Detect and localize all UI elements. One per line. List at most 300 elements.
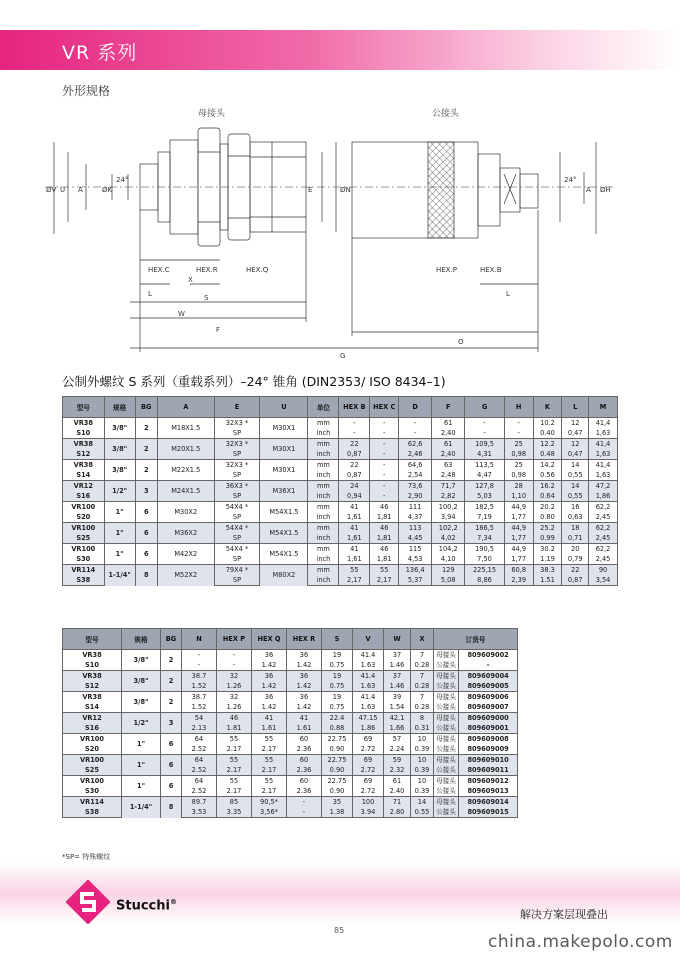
hexb-cell: 2,17	[339, 575, 370, 586]
k-cell: 10.2	[533, 418, 562, 429]
size-cell: 3/8"	[104, 418, 135, 439]
s-cell: 19	[322, 692, 353, 703]
unit-cell: mm	[308, 502, 339, 513]
k-cell: 0.64	[533, 491, 562, 502]
size-cell: 1-1/4"	[122, 797, 161, 818]
h-cell: 44,9	[504, 502, 533, 513]
hexc-cell: -	[370, 470, 399, 481]
n-cell: 64	[182, 776, 217, 787]
kind-cell: 母接头	[434, 755, 459, 766]
male-thread-end	[520, 174, 538, 208]
order-number-cell: 809609000	[459, 713, 518, 724]
col-u: U	[260, 397, 308, 418]
unit-cell: inch	[308, 512, 339, 523]
a-cell: M24X1.5	[157, 481, 214, 502]
w-cell: 2.80	[384, 807, 411, 818]
p-cell: -	[217, 660, 252, 671]
female-coupler-label: 母接头	[198, 109, 226, 119]
p-cell: 1.81	[217, 723, 252, 734]
order-number-cell: 809609001	[459, 723, 518, 734]
x-cell: 7	[411, 692, 434, 703]
h-cell: 1,10	[504, 491, 533, 502]
unit-cell: mm	[308, 544, 339, 555]
k-cell: 30.2	[533, 544, 562, 555]
d-cell: 5,37	[399, 575, 432, 586]
col-f: F	[432, 397, 465, 418]
e-cell: 32X3 *	[214, 439, 260, 450]
hexc-cell: -	[370, 418, 399, 429]
hexc-cell: 2,17	[370, 575, 399, 586]
h-cell: 0,98	[504, 470, 533, 481]
g-cell: 109,5	[465, 439, 504, 450]
kind-cell: 公接头	[434, 702, 459, 713]
h-cell: 0,98	[504, 449, 533, 460]
w-cell: 2.40	[384, 786, 411, 797]
p-cell: 32	[217, 671, 252, 682]
x-cell: 7	[411, 650, 434, 661]
size-cell: 1/2"	[122, 713, 161, 734]
u-cell: M54X1.5	[260, 502, 308, 523]
table-row	[63, 544, 618, 555]
f-cell: 3,94	[432, 512, 465, 523]
s-cell: 0.90	[322, 786, 353, 797]
g-cell: 190,5	[465, 544, 504, 555]
order-number-cell: 809609006	[459, 692, 518, 703]
f-cell: 2,48	[432, 470, 465, 481]
kind-cell: 公接头	[434, 723, 459, 734]
w-cell: 57	[384, 734, 411, 745]
hex-q-label: HEX.Q	[246, 266, 269, 274]
bg-cell: 2	[135, 460, 157, 481]
p-cell: 55	[217, 776, 252, 787]
k-cell: 0.48	[533, 449, 562, 460]
hexb-cell: 0,94	[339, 491, 370, 502]
hexc-cell: 46	[370, 544, 399, 555]
model-cell: S38	[63, 575, 105, 586]
slogan: 解决方案层现叠出	[520, 908, 608, 921]
w-cell: 2.32	[384, 765, 411, 776]
s-cell: 22.4	[322, 713, 353, 724]
p-cell: 55	[217, 734, 252, 745]
n-cell: 38.7	[182, 671, 217, 682]
d-cell: -	[399, 418, 432, 429]
len-x: X	[188, 276, 193, 284]
mm-cell: 90	[589, 565, 618, 576]
bg-cell: 8	[161, 797, 182, 818]
kind-cell: 母接头	[434, 671, 459, 682]
table2-header-row	[63, 629, 518, 650]
size-cell: 1"	[104, 523, 135, 544]
n-cell: 2.52	[182, 744, 217, 755]
v-cell: 1.63	[353, 681, 384, 692]
unit-cell: inch	[308, 449, 339, 460]
table-row	[63, 565, 618, 576]
p-cell: 1.26	[217, 681, 252, 692]
hexb-cell: 0,87	[339, 470, 370, 481]
unit-cell: mm	[308, 460, 339, 471]
v-cell: 2.72	[353, 786, 384, 797]
v-cell: 69	[353, 734, 384, 745]
unit-cell: mm	[308, 565, 339, 576]
size-cell: 3/8"	[104, 439, 135, 460]
v-cell: 69	[353, 776, 384, 787]
g-cell: 225,15	[465, 565, 504, 576]
n-cell: 38.7	[182, 692, 217, 703]
size-cell: 3/8"	[104, 460, 135, 481]
q-cell: 3,56*	[252, 807, 287, 818]
k-cell: 0.40	[533, 428, 562, 439]
unit-cell: inch	[308, 428, 339, 439]
model-cell: VR100	[63, 755, 122, 766]
table-row	[63, 481, 618, 492]
k-cell: 1.51	[533, 575, 562, 586]
l-cell: 18	[562, 523, 589, 534]
p-cell: 55	[217, 755, 252, 766]
s-cell: 35	[322, 797, 353, 808]
r-cell: 2.36	[287, 744, 322, 755]
col-h: H	[504, 397, 533, 418]
d-cell: 2,54	[399, 470, 432, 481]
kind-cell: 公接头	[434, 660, 459, 671]
l-cell: 20	[562, 544, 589, 555]
mm-cell: 62,2	[589, 523, 618, 534]
g-cell: 7,34	[465, 533, 504, 544]
col-s: S	[322, 629, 353, 650]
hexb-cell: -	[339, 428, 370, 439]
f-cell: 2,40	[432, 428, 465, 439]
mm-cell: 3,54	[589, 575, 618, 586]
d-cell: 73,6	[399, 481, 432, 492]
bg-cell: 2	[135, 439, 157, 460]
hex-r-label: HEX.R	[196, 266, 218, 274]
v-cell: 1.63	[353, 702, 384, 713]
f-cell: 129	[432, 565, 465, 576]
n-cell: 2.52	[182, 786, 217, 797]
k-cell: 20.2	[533, 502, 562, 513]
r-cell: 1.61	[287, 723, 322, 734]
p-cell: 32	[217, 692, 252, 703]
table-row	[63, 439, 618, 450]
r-cell: 2.36	[287, 786, 322, 797]
hexc-cell: 46	[370, 502, 399, 513]
dim-u: U	[60, 186, 66, 194]
f-cell: 102,2	[432, 523, 465, 534]
g-cell: 4,47	[465, 470, 504, 481]
hexc-cell: -	[370, 428, 399, 439]
hexc-cell: -	[370, 439, 399, 450]
r-cell: 1.42	[287, 660, 322, 671]
col-size: 规格	[104, 397, 135, 418]
model-cell: S30	[63, 786, 122, 797]
model-cell: S14	[63, 470, 105, 481]
hex-c-label: HEX.C	[148, 266, 170, 274]
w-cell: 37	[384, 650, 411, 661]
w-cell: 42.1	[384, 713, 411, 724]
l-cell: 0,55	[562, 491, 589, 502]
stucchi-logo-icon	[66, 880, 110, 924]
col-hexp: HEX P	[217, 629, 252, 650]
col-e: E	[214, 397, 260, 418]
spec-table-2	[62, 628, 518, 818]
hexb-cell: 41	[339, 523, 370, 534]
col-hexq: HEX Q	[252, 629, 287, 650]
n-cell: 2.52	[182, 765, 217, 776]
u-cell: M30X1	[260, 460, 308, 481]
e-cell: SP	[214, 470, 260, 481]
bg-cell: 6	[161, 755, 182, 776]
x-cell: 0.28	[411, 702, 434, 713]
r-cell: 41	[287, 713, 322, 724]
unit-cell: inch	[308, 491, 339, 502]
mm-cell: 2,45	[589, 554, 618, 565]
model-cell: VR12	[63, 713, 122, 724]
hexb-cell: 1,61	[339, 512, 370, 523]
l-cell: 0,55	[562, 470, 589, 481]
p-cell: 3.35	[217, 807, 252, 818]
table-row	[63, 797, 518, 808]
hexc-cell: 1,81	[370, 512, 399, 523]
l-cell: 12	[562, 418, 589, 429]
hexc-cell: -	[370, 491, 399, 502]
g-cell: 4,31	[465, 449, 504, 460]
mm-cell: 2,45	[589, 533, 618, 544]
table-row	[63, 523, 618, 534]
hexc-cell: 46	[370, 523, 399, 534]
k-cell: 12.2	[533, 439, 562, 450]
s-cell: 0.90	[322, 765, 353, 776]
model-cell: VR38	[63, 418, 105, 429]
s-cell: 0.90	[322, 744, 353, 755]
model-cell: S16	[63, 491, 105, 502]
unit-cell: inch	[308, 470, 339, 481]
col-d: D	[399, 397, 432, 418]
e-cell: SP	[214, 533, 260, 544]
n-cell: 2.13	[182, 723, 217, 734]
x-cell: 10	[411, 755, 434, 766]
l-cell: 14	[562, 481, 589, 492]
r-cell: 36	[287, 650, 322, 661]
e-cell: 54X4 *	[214, 523, 260, 534]
g-cell: -	[465, 418, 504, 429]
h-cell: 44,9	[504, 523, 533, 534]
h-cell: -	[504, 428, 533, 439]
model-cell: S16	[63, 723, 122, 734]
model-cell: VR100	[63, 544, 105, 555]
d-cell: -	[399, 428, 432, 439]
h-cell: 44,9	[504, 544, 533, 555]
hexb-cell: 0,87	[339, 449, 370, 460]
col-m: M	[589, 397, 618, 418]
q-cell: 1.42	[252, 660, 287, 671]
n-cell: 64	[182, 734, 217, 745]
q-cell: 36	[252, 692, 287, 703]
h-cell: 1,77	[504, 554, 533, 565]
v-cell: 2.72	[353, 744, 384, 755]
e-cell: 32X3 *	[214, 418, 260, 429]
n-cell: 64	[182, 755, 217, 766]
len-l: L	[148, 290, 152, 298]
model-cell: S38	[63, 807, 122, 818]
q-cell: 2.17	[252, 765, 287, 776]
hexb-cell: 1,61	[339, 554, 370, 565]
table-row	[63, 671, 518, 682]
table1-title: 公制外螺纹 S 系列（重载系列）–24° 锥角 (DIN2353/ ISO 8434–1)	[62, 374, 446, 389]
x-cell: 0.55	[411, 807, 434, 818]
note-sp: *SP= 特殊螺纹	[62, 853, 111, 861]
e-cell: 79X4 *	[214, 565, 260, 576]
q-cell: 36	[252, 650, 287, 661]
l-cell: 0,71	[562, 533, 589, 544]
s-cell: 1.38	[322, 807, 353, 818]
table-row	[63, 502, 618, 513]
r-cell: -	[287, 807, 322, 818]
x-cell: 0.28	[411, 660, 434, 671]
s-cell: 0.75	[322, 660, 353, 671]
bg-cell: 6	[135, 523, 157, 544]
male-hex-b	[500, 168, 520, 212]
order-number-cell: 809609012	[459, 776, 518, 787]
w-cell: 2.24	[384, 744, 411, 755]
u-cell: M54X1.5	[260, 523, 308, 544]
hexb-cell: 24	[339, 481, 370, 492]
col-hexc: HEX C	[370, 397, 399, 418]
model-cell: VR100	[63, 502, 105, 513]
r-cell: 60	[287, 734, 322, 745]
model-cell: VR100	[63, 776, 122, 787]
w-cell: 1.46	[384, 681, 411, 692]
a-cell: M52X2	[157, 565, 214, 586]
model-cell: VR114	[63, 565, 105, 576]
model-cell: VR114	[63, 797, 122, 808]
model-cell: VR38	[63, 460, 105, 471]
unit-cell: inch	[308, 575, 339, 586]
col-order: 订货号	[434, 629, 518, 650]
f-cell: 4,02	[432, 533, 465, 544]
k-cell: 0.56	[533, 470, 562, 481]
x-cell: 0.39	[411, 786, 434, 797]
g-cell: 7,19	[465, 512, 504, 523]
d-cell: 4,45	[399, 533, 432, 544]
hexb-cell: 1,61	[339, 533, 370, 544]
dim-a: A	[78, 186, 83, 194]
w-cell: 1.66	[384, 723, 411, 734]
hexb-cell: 55	[339, 565, 370, 576]
e-cell: SP	[214, 554, 260, 565]
mm-cell: 1,86	[589, 491, 618, 502]
f-cell: 4,10	[432, 554, 465, 565]
v-cell: 47.15	[353, 713, 384, 724]
table-row	[63, 460, 618, 471]
bg-cell: 3	[161, 713, 182, 734]
v-cell: 41.4	[353, 671, 384, 682]
kind-cell: 母接头	[434, 650, 459, 661]
p-cell: -	[217, 650, 252, 661]
table-row	[63, 692, 518, 703]
s-cell: 22.75	[322, 776, 353, 787]
model-cell: S20	[63, 744, 122, 755]
unit-cell: mm	[308, 481, 339, 492]
u-cell: M30X1	[260, 439, 308, 460]
mm-cell: 41,4	[589, 439, 618, 450]
n-cell: 1.52	[182, 702, 217, 713]
table-row	[63, 776, 518, 787]
hexb-cell: 41	[339, 502, 370, 513]
d-cell: 64,6	[399, 460, 432, 471]
order-number-cell: 809609008	[459, 734, 518, 745]
size-cell: 3/8"	[122, 671, 161, 692]
technical-drawing	[40, 112, 620, 362]
n-cell: 1.52	[182, 681, 217, 692]
col-model: 型号	[63, 397, 105, 418]
hexb-cell: 41	[339, 544, 370, 555]
kind-cell: 公接头	[434, 807, 459, 818]
size-cell: 3/8"	[122, 650, 161, 671]
hex-b-label: HEX.B	[480, 266, 502, 274]
kind-cell: 公接头	[434, 765, 459, 776]
k-cell: 16.2	[533, 481, 562, 492]
e-cell: SP	[214, 491, 260, 502]
d-cell: 4,53	[399, 554, 432, 565]
f-cell: 61	[432, 439, 465, 450]
l-cell: 0,47	[562, 428, 589, 439]
model-cell: S12	[63, 449, 105, 460]
size-cell: 1"	[122, 776, 161, 797]
k-cell: 0.99	[533, 533, 562, 544]
bg-cell: 6	[161, 734, 182, 755]
model-cell: S20	[63, 512, 105, 523]
len-o: O	[458, 338, 464, 346]
hexc-cell: 55	[370, 565, 399, 576]
col-unit: 单位	[308, 397, 339, 418]
kind-cell: 母接头	[434, 776, 459, 787]
l-cell: 0,87	[562, 575, 589, 586]
q-cell: 1.42	[252, 702, 287, 713]
p-cell: 2.17	[217, 744, 252, 755]
h-cell: 25	[504, 439, 533, 450]
table-row	[63, 650, 518, 661]
q-cell: 1.61	[252, 723, 287, 734]
g-cell: 182,5	[465, 502, 504, 513]
hexb-cell: 22	[339, 460, 370, 471]
mm-cell: 41,4	[589, 460, 618, 471]
p-cell: 1.26	[217, 702, 252, 713]
r-cell: 60	[287, 755, 322, 766]
brand-name	[116, 898, 177, 913]
d-cell: 111	[399, 502, 432, 513]
q-cell: 1.42	[252, 681, 287, 692]
q-cell: 90,5*	[252, 797, 287, 808]
p-cell: 46	[217, 713, 252, 724]
watermark: china.makepolo.com	[488, 932, 673, 952]
q-cell: 55	[252, 734, 287, 745]
section-title: 外形规格	[62, 84, 111, 98]
len-s: S	[204, 294, 209, 302]
e-cell: 54X4 *	[214, 544, 260, 555]
col-l: L	[562, 397, 589, 418]
model-cell: VR38	[63, 439, 105, 450]
dim-k: ØK	[102, 186, 113, 194]
order-number-cell: 809609005	[459, 681, 518, 692]
col-w: W	[384, 629, 411, 650]
f-cell: 63	[432, 460, 465, 471]
d-cell: 2,90	[399, 491, 432, 502]
d-cell: 62,6	[399, 439, 432, 450]
size-cell: 3/8"	[122, 692, 161, 713]
r-cell: 60	[287, 776, 322, 787]
a-cell: M30X2	[157, 502, 214, 523]
g-cell: 8,86	[465, 575, 504, 586]
w-cell: 71	[384, 797, 411, 808]
